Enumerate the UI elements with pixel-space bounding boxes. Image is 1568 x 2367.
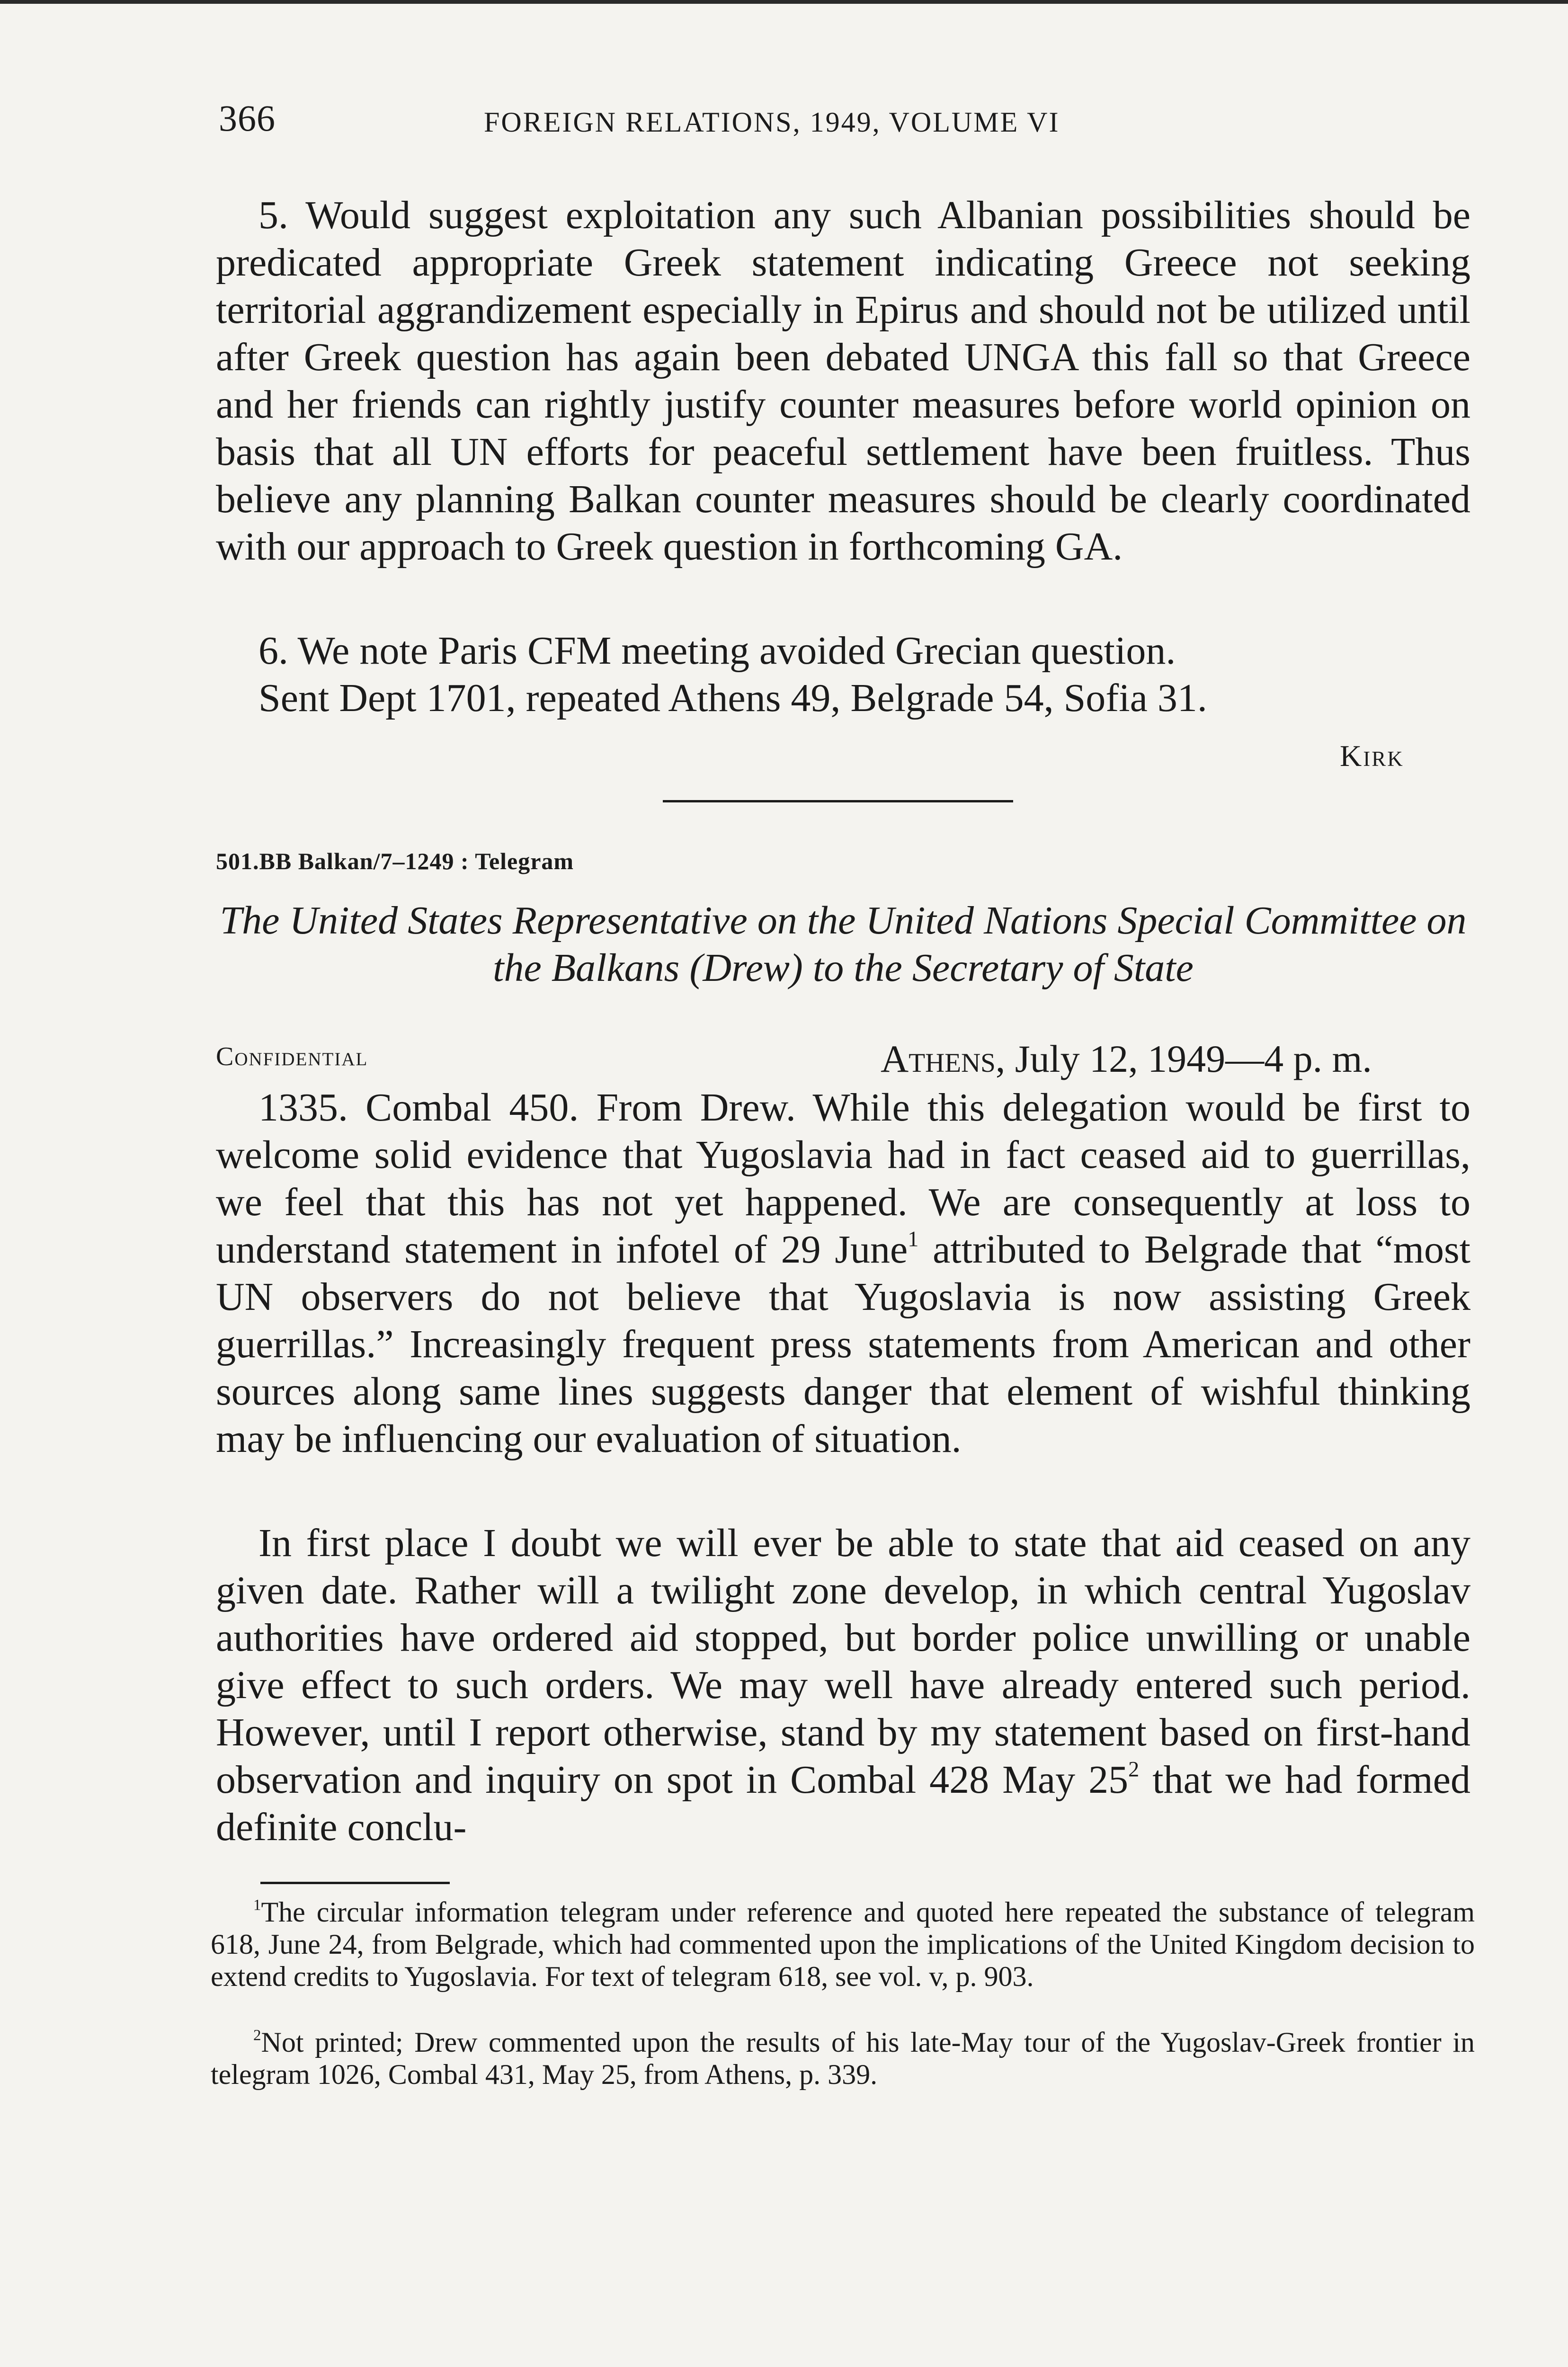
body-text: attributed to Belgrade that “most UN observers do not believe that Yugoslavia is now assisting Greek guerrillas.” Increasingly frequent press statements from American and other sources along same lines suggests danger that element of wishful thinking may be influencing our evaluation of situation. xyxy=(216,1228,1470,1461)
classification: Confidential xyxy=(216,1042,368,1071)
body-text: that we had formed definite conclu- xyxy=(216,1758,1470,1849)
signature-kirk: Kirk xyxy=(1340,739,1404,773)
footnote-ref-1: 1 xyxy=(908,1227,919,1251)
footnote-mark: 1 xyxy=(253,1896,261,1914)
body-paragraph-2 xyxy=(216,1520,1470,1851)
dateline-place: Athens xyxy=(881,1037,996,1080)
paragraph-6: 6. We note Paris CFM meeting avoided Grecian question. xyxy=(258,629,1176,673)
page-number: 366 xyxy=(219,98,276,139)
scan-edge xyxy=(0,0,1568,4)
document-title: The United States Representative on the United Nations Special Committee on the Balkans (Drew) to the Secretary of State xyxy=(220,899,1467,990)
dateline xyxy=(881,1037,1372,1081)
footnote-mark: 2 xyxy=(253,2027,261,2044)
sent-line: Sent Dept 1701, repeated Athens 49, Belgrade 54, Sofia 31. xyxy=(258,676,1207,720)
footnote-text: Not printed; Drew commented upon the results of his late-May tour of the Yugoslav-Greek frontier in telegram 1026, Combal 431, May 25, from Athens, p. 339. xyxy=(211,2027,1475,2090)
body-text: 1335. Combal 450. From Drew. While this delegation would be first to welcome solid evidence that Yugoslavia had in fact ceased aid to guerrillas, we feel that this has not yet happened. We are consequently at loss to understand statement in infotel of 29 June xyxy=(216,1086,1470,1272)
paragraph-5: 5. Would suggest exploitation any such Albanian possibilities should be predicated appropriate Greek statement indicating Greece not seeking territorial aggrandizement especially in Epirus and should not be utilized until after Greek question has again been debated UNGA this fall so that Greece and her friends can rightly justify counter measures before world opinion on basis that all UN efforts for peaceful settlement have been fruitless. Thus believe any planning Balkan counter measures should be clearly coordinated with our approach to Greek question in forthcoming GA. xyxy=(216,193,1470,569)
file-reference: 501.BB Balkan/7–1249 : Telegram xyxy=(216,848,574,874)
footnote-1 xyxy=(211,1896,1475,1993)
dateline-date: , July 12, 1949—4 p. m. xyxy=(995,1037,1372,1080)
section-divider xyxy=(663,800,1013,802)
footnote-text: The circular information telegram under reference and quoted here repeated the substance of telegram 618, June 24, from Belgrade, which had commented upon the implications of the United Kingdom decision to extend credits to Yugoslavia. For text of telegram 618, see vol. v, p. 903. xyxy=(211,1896,1475,1992)
footnote-ref-2: 2 xyxy=(1128,1757,1140,1781)
footnote-2 xyxy=(211,2026,1475,2091)
footnote-rule xyxy=(260,1882,450,1884)
body-paragraph-1 xyxy=(216,1084,1470,1463)
running-title: FOREIGN RELATIONS, 1949, VOLUME VI xyxy=(484,107,1060,138)
body-text: In first place I doubt we will ever be able to state that aid ceased on any given date. Rather will a twilight zone develop, in which central Yugoslav authorities have ordered aid stopped, but border police unwilling or unable give effect to such orders. We may well have already entered such period. However, until I report otherwise, stand by my statement based on first-hand observation and inquiry on spot in Combal 428 May 25 xyxy=(216,1521,1470,1802)
